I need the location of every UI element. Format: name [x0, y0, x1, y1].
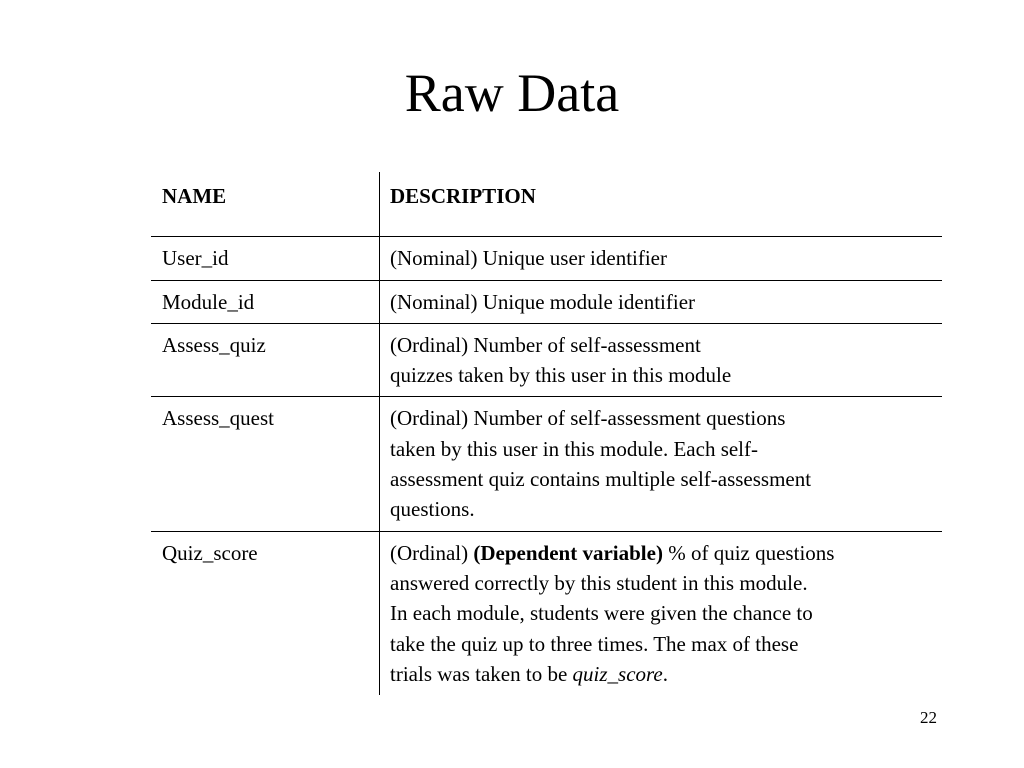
dependent-variable-label: (Dependent variable): [473, 540, 663, 565]
row-description: [379, 532, 942, 695]
description-line: [390, 538, 942, 568]
header-name: NAME: [162, 184, 227, 208]
raw-data-table: [151, 172, 942, 695]
row-description: [379, 397, 942, 530]
description-line: quizzes taken by this user in this module: [390, 363, 732, 388]
description-line: take the quiz up to three times. The max of these: [390, 631, 799, 656]
description-text: (Ordinal): [390, 540, 474, 565]
table-row: [151, 532, 942, 695]
row-description: [379, 281, 942, 323]
description-line: (Nominal) Unique user identifier: [390, 246, 667, 271]
table-row: [151, 397, 942, 531]
row-name: Assess_quest: [162, 406, 275, 431]
row-name: User_id: [162, 246, 229, 271]
description-line: [390, 659, 942, 689]
description-line: answered correctly by this student in this module.: [390, 570, 808, 595]
quiz-score-term: quiz_score: [572, 661, 663, 686]
description-line: (Ordinal) Number of self-assessment questions: [390, 406, 786, 431]
row-name: Assess_quiz: [162, 332, 266, 357]
description-line: (Nominal) Unique module identifier: [390, 289, 696, 314]
row-description: [379, 237, 942, 279]
row-name: Module_id: [162, 289, 255, 314]
table-row: [151, 237, 942, 280]
page-number: 22: [920, 708, 937, 727]
description-text: trials was taken to be: [390, 661, 573, 686]
description-text: .: [662, 661, 668, 686]
row-name: Quiz_score: [162, 540, 258, 565]
description-text: % of quiz questions: [662, 540, 835, 565]
table-header-row: [151, 172, 942, 237]
description-line: (Ordinal) Number of self-assessment: [390, 332, 701, 357]
table-row: [151, 281, 942, 324]
slide-title: Raw Data: [404, 63, 620, 123]
row-description: [379, 324, 942, 397]
description-line: assessment quiz contains multiple self-assessment: [390, 467, 812, 492]
description-line: questions.: [390, 497, 475, 522]
table-row: [151, 324, 942, 398]
description-line: taken by this user in this module. Each self-: [390, 436, 759, 461]
header-description: DESCRIPTION: [379, 172, 942, 236]
description-line: In each module, students were given the chance to: [390, 601, 813, 626]
